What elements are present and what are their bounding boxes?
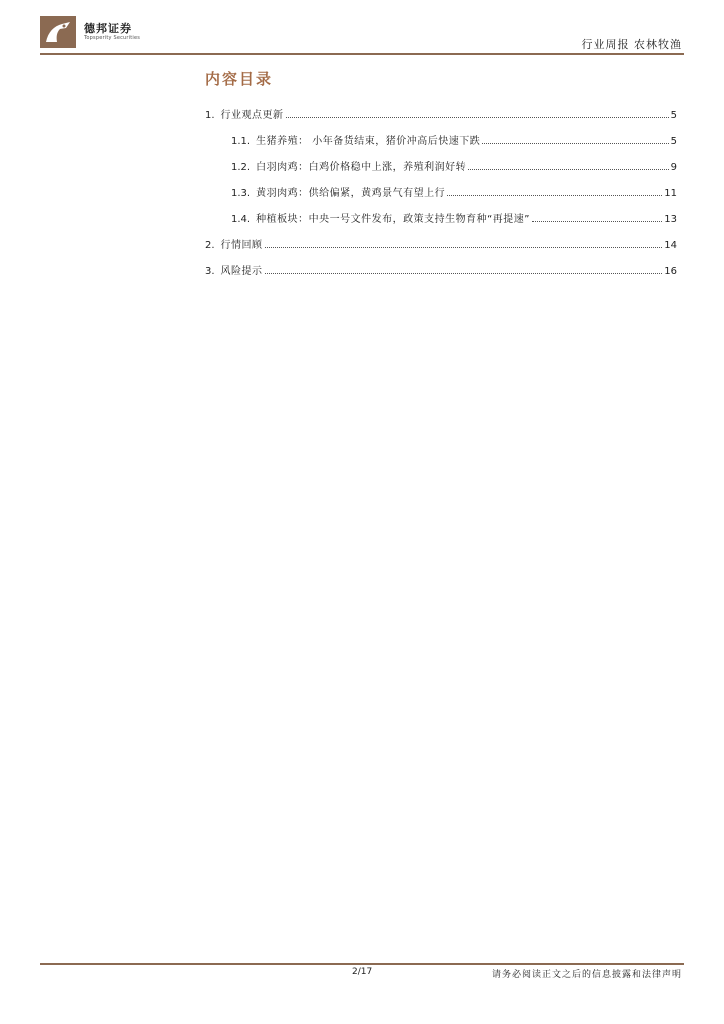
toc-leader: [468, 168, 669, 170]
toc-item-2[interactable]: [205, 236, 677, 262]
toc-page-number: 5: [670, 110, 677, 121]
toc-leader: [265, 272, 663, 274]
toc-item-1[interactable]: [205, 106, 677, 132]
toc-label: 白羽肉鸡：白鸡价格稳中上涨，养殖利润好转: [256, 162, 467, 173]
toc-leader: [532, 220, 662, 222]
brand-name-cn: 德邦证券: [84, 22, 132, 35]
toc-number: 3.: [205, 266, 215, 277]
toc-label: 行情回顾: [220, 240, 263, 251]
toc-item-1-4[interactable]: [205, 210, 677, 236]
toc-number: 1.2.: [231, 162, 251, 173]
header-divider: [40, 53, 684, 55]
toc-item-3[interactable]: [205, 262, 677, 288]
company-logo-icon: [40, 16, 76, 48]
page-header: [0, 0, 724, 56]
toc-leader: [265, 246, 663, 248]
brand-name-en: Topsperity Securities: [84, 35, 141, 41]
toc-page-number: 14: [664, 240, 677, 251]
toc-label: 行业观点更新: [220, 110, 284, 121]
toc-title: 内容目录: [205, 70, 274, 88]
toc-page-number: 11: [664, 188, 677, 199]
toc-number: 1.4.: [231, 214, 251, 225]
toc-leader: [482, 142, 668, 144]
toc-label: 生猪养殖： 小年备货结束，猪价冲高后快速下跌: [256, 136, 481, 147]
toc-number: 1.: [205, 110, 215, 121]
toc-label: 种植板块：中央一号文件发布，政策支持生物育种“再提速”: [256, 214, 530, 225]
toc-leader: [286, 116, 669, 118]
report-type: 行业周报 农林牧渔: [581, 38, 682, 51]
toc-leader: [447, 194, 662, 196]
footer-divider: [40, 963, 684, 965]
toc-page-number: 5: [670, 136, 677, 147]
toc-item-1-3[interactable]: [205, 184, 677, 210]
toc-page-number: 16: [664, 266, 677, 277]
toc-item-1-2[interactable]: [205, 158, 677, 184]
toc-number: 2.: [205, 240, 215, 251]
toc-page-number: 9: [670, 162, 677, 173]
toc-label: 黄羽肉鸡：供给偏紧，黄鸡景气有望上行: [256, 188, 446, 199]
page-number: 2/17: [352, 967, 373, 977]
toc-number: 1.1.: [231, 136, 251, 147]
table-of-contents: [205, 106, 677, 288]
toc-item-1-1[interactable]: [205, 132, 677, 158]
toc-label: 风险提示: [220, 266, 263, 277]
disclaimer-note: 请务必阅读正文之后的信息披露和法律声明: [491, 970, 682, 980]
toc-page-number: 13: [664, 214, 677, 225]
toc-number: 1.3.: [231, 188, 251, 199]
